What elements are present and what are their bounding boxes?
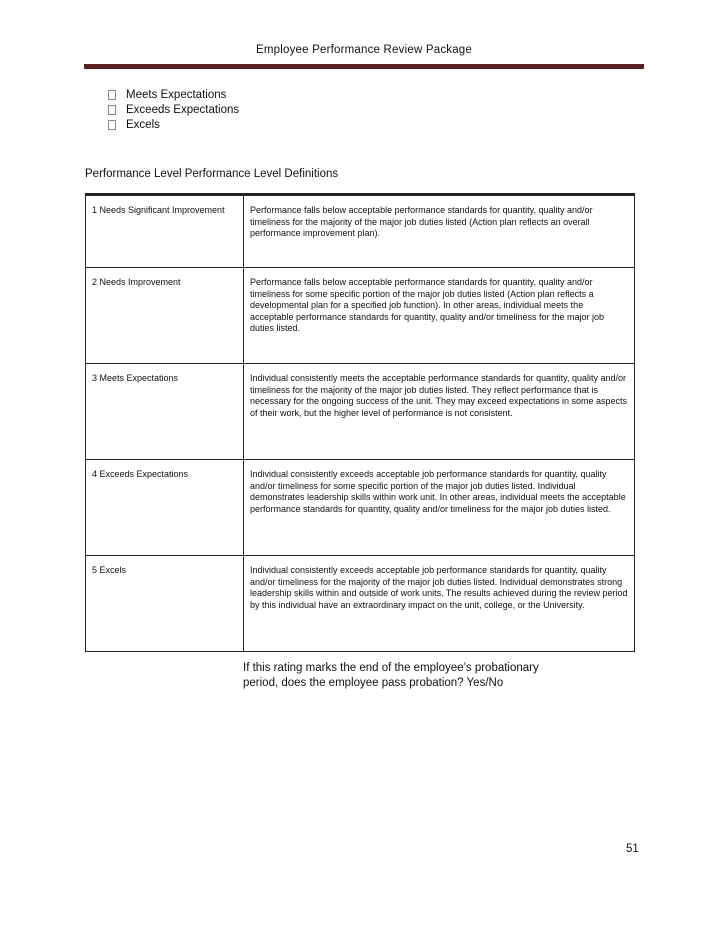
rating-checklist [108,87,239,132]
checklist-item[interactable] [108,117,239,132]
definition-cell: Individual consistently exceeds acceptable job performance standards for quantity, quality and/or timeliness for the majority of the major job duties listed. Individual demonstrates strong leadership skills within and outside of work units. The results achieved during the review period by this individual have an extraordinary impact on the unit, college, or the University. [244,556,635,652]
level-cell: 1 Needs Significant Improvement [86,195,244,268]
page-number: 51 [626,843,639,855]
section-heading: Performance Level Performance Level Definitions [85,168,339,180]
level-cell: 2 Needs Improvement [86,268,244,364]
checklist-item[interactable] [108,87,239,102]
definition-cell: Performance falls below acceptable performance standards for quantity, quality and/or timeliness for the majority of the major job duties listed (Action plan reflects an overall performance improvement plan). [244,195,635,268]
checklist-label: Meets Expectations [126,88,227,101]
checklist-label: Exceeds Expectations [126,103,240,116]
checklist-item[interactable] [108,102,239,117]
table-row [86,268,635,364]
table-row [86,556,635,652]
level-cell: 3 Meets Expectations [86,364,244,460]
probation-question: If this rating marks the end of the employee’s probationary period, does the employee pass probation? Yes/No [243,662,539,689]
checkbox-icon[interactable] [108,90,116,100]
table-row [86,195,635,268]
level-cell: 5 Excels [86,556,244,652]
table-row [86,364,635,460]
table-row [86,460,635,556]
page-header-title: Employee Performance Review Package [255,44,473,56]
header-rule [84,64,644,69]
definition-cell: Performance falls below acceptable performance standards for quantity, quality and/or timeliness for some specific portion of the major job duties listed (Action plan reflects a developmental plan for a specified job function). In other areas, individual meets the acceptable performance standards for quantity, quality and/or timeliness for the major job duties listed. [244,268,635,364]
level-cell: 4 Exceeds Expectations [86,460,244,556]
checklist-label: Excels [126,118,160,131]
checkbox-icon[interactable] [108,120,116,130]
performance-definitions-table [85,193,635,652]
definition-cell: Individual consistently exceeds acceptable job performance standards for quantity, quality and/or timeliness for some specific portion of the major job duties listed. Individual demonstrates leadership skills within work unit. In other areas, individual meets the acceptable performance standards for quantity, quality and/or timeliness for the major job duties listed. [244,460,635,556]
checkbox-icon[interactable] [108,105,116,115]
definition-cell: Individual consistently meets the acceptable performance standards for quantity, quality and/or timeliness for the majority of the major job duties listed. They reflect performance that is necessary for the ongoing success of the unit. They may exceed expectations in some aspects of their work, but the higher level of performance is not consistent. [244,364,635,460]
